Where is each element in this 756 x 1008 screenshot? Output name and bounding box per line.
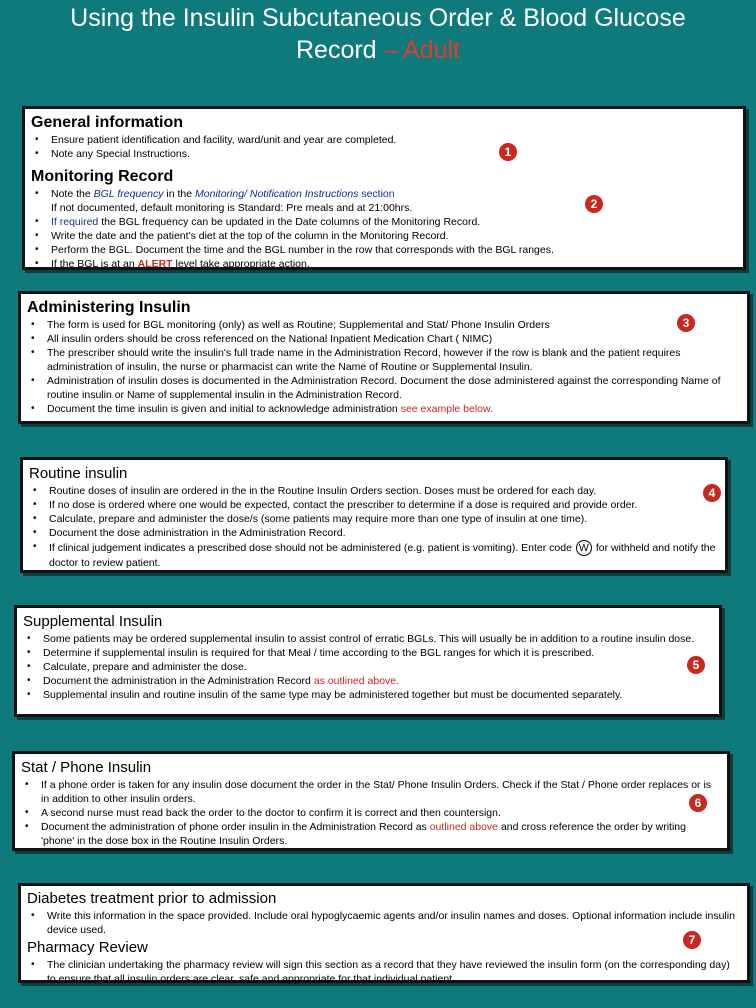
supplemental-list — [23, 632, 713, 702]
list-item: • The clinician undertaking the pharmacy review will sign this section as a record that they have reviewed the insulin form (on the corresponding day) to ensure that all insulin orders are clear, safe and appropriate for that individual patient. — [41, 958, 741, 986]
text-span: Document the time insulin is given and initial to acknowledge administration — [47, 403, 401, 415]
list-item: • Calculate, prepare and administer the dose/s (some patients may require more than one type of insulin at one time). — [43, 512, 719, 526]
list-item: • Ensure patient identification and facility, ward/unit and year are completed. — [45, 133, 737, 147]
title-line-1: Using the Insulin Subcutaneous Order & Blood Glucose — [70, 4, 686, 32]
step-badge-7: 7 — [683, 931, 701, 949]
text-span: for withheld and notify the doctor to review patient. — [49, 542, 716, 569]
step-badge-6: 6 — [689, 794, 707, 812]
supplemental-panel — [14, 605, 722, 717]
example-link[interactable]: see example below. — [400, 403, 493, 415]
outlined-above-link[interactable]: as outlined above. — [313, 675, 400, 687]
monitoring-list — [31, 187, 737, 271]
list-item: • Administration of insulin doses is documented in the Administration Record. Document the dose administered against the corresponding Name of routine insulin or Name of supplemental insulin in the Administration Record. — [41, 374, 741, 402]
list-item: • A second nurse must read back the order to the doctor to confirm it is correct and then countersign. — [35, 806, 721, 820]
list-item — [45, 187, 737, 215]
text-span: If clinical judgement indicates a prescribed dose should not be administered (e.g. patient is vomiting). Enter code — [49, 542, 572, 554]
list-item: • Calculate, prepare and administer the dose. — [37, 660, 713, 674]
diabetes-heading: Diabetes treatment prior to admission — [27, 890, 277, 907]
list-item: • Determine if supplemental insulin is required for that Meal / time according to the BGL ranges for which it is prescribed. — [37, 646, 713, 660]
title-adult: – Adult — [376, 36, 460, 64]
administering-heading: Administering Insulin — [27, 299, 191, 316]
text-span: If required — [51, 216, 99, 228]
page-title — [0, 2, 756, 66]
list-item: • Routine doses of insulin are ordered in the in the Routine Insulin Orders section. Doses must be ordered for each day. — [43, 484, 719, 498]
list-item — [41, 402, 741, 416]
text-span: If the BGL is at an — [51, 258, 138, 270]
list-item: • Supplemental insulin and routine insulin of the same type may be administered together but must be documented separately. — [37, 688, 713, 702]
routine-heading: Routine insulin — [29, 465, 128, 482]
list-item: • All insulin orders should be cross referenced on the National Inpatient Medication Chart ( NIMC) — [41, 332, 741, 346]
general-list — [31, 133, 737, 161]
list-item: • Some patients may be ordered supplemental insulin to assist control of erratic BGLs. This will usually be in addition to a routine insulin dose. — [37, 632, 713, 646]
alert-label: ALERT — [137, 258, 173, 270]
stat-heading: Stat / Phone Insulin — [21, 759, 152, 776]
general-monitoring-panel — [22, 106, 746, 270]
list-item: • Write this information in the space provided. Include oral hypoglycaemic agents and/or insulin names and doses. Optional information include insulin device used. — [41, 909, 741, 937]
text-span: in the — [163, 188, 196, 200]
routine-panel — [20, 457, 728, 573]
step-badge-4: 4 — [703, 484, 721, 502]
list-item — [35, 820, 721, 848]
text-span: level take appropriate action. — [172, 258, 310, 270]
list-item: • Write the date and the patient's diet at the top of the column in the Monitoring Record. — [45, 229, 737, 243]
list-item — [45, 215, 737, 229]
step-badge-3: 3 — [677, 314, 695, 332]
list-item: • If a phone order is taken for any insulin dose document the order in the Stat/ Phone Insulin Orders. Check if the Stat / Phone order replaces or is in addition to other insulin orders. — [35, 778, 721, 806]
list-item — [43, 540, 719, 570]
diabetes-pharmacy-panel — [18, 883, 750, 983]
text-span: Document the administration in the Administration Record — [43, 675, 314, 687]
list-item: • The prescriber should write the insulin's full trade name in the Administration Record, however if the row is blank and the patient requires administration of insulin, the nurse or pharmacist can write the Name of Routine or Supplemental Insulin. — [41, 346, 741, 374]
list-item: • Perform the BGL. Document the time and the BGL number in the row that corresponds with the BGL ranges. — [45, 243, 737, 257]
step-badge-1: 1 — [499, 143, 517, 161]
step-badge-5: 5 — [687, 656, 705, 674]
text-span: the BGL frequency can be updated in the Date columns of the Monitoring Record. — [98, 216, 481, 228]
administering-list — [27, 318, 741, 416]
list-item: • Document the dose administration in the Administration Record. — [43, 526, 719, 540]
diabetes-list — [27, 909, 741, 937]
stat-list — [21, 778, 721, 848]
text-span: and cross reference the order by writing 'phone' in the dose box in the Routine Insulin Orders. — [41, 821, 686, 847]
text-span: Note the — [51, 188, 94, 200]
list-item: • The form is used for BGL monitoring (only) as well as Routine; Supplemental and Stat/ Phone Insulin Orders — [41, 318, 741, 332]
list-item — [45, 257, 737, 271]
text-span: Monitoring/ Notification Instructions — [195, 188, 359, 200]
withheld-code: W — [576, 540, 592, 556]
list-item — [37, 674, 713, 688]
monitoring-heading: Monitoring Record — [31, 168, 174, 185]
general-heading: General information — [31, 114, 184, 131]
text-span: If not documented, default monitoring is Standard: Pre meals and at 21:00hrs. — [51, 202, 413, 214]
list-item: • Note any Special Instructions. — [45, 147, 737, 161]
pharmacy-heading: Pharmacy Review — [27, 939, 148, 956]
administering-panel — [18, 291, 750, 424]
text-span: section — [358, 188, 395, 200]
text-span: Document the administration of phone order insulin in the Administration Record as — [41, 821, 430, 833]
pharmacy-list — [27, 958, 741, 986]
list-item: • If no dose is ordered where one would be expected, contact the prescriber to determine if a dose is required and provide order. — [43, 498, 719, 512]
routine-list — [29, 484, 719, 570]
stat-phone-panel — [12, 751, 730, 851]
text-span: BGL frequency — [93, 188, 164, 200]
title-line-2 — [0, 34, 756, 66]
title-record: Record — [296, 36, 377, 64]
step-badge-2: 2 — [585, 195, 603, 213]
supplemental-heading: Supplemental Insulin — [23, 613, 163, 630]
outlined-above-link[interactable]: outlined above — [429, 821, 499, 833]
